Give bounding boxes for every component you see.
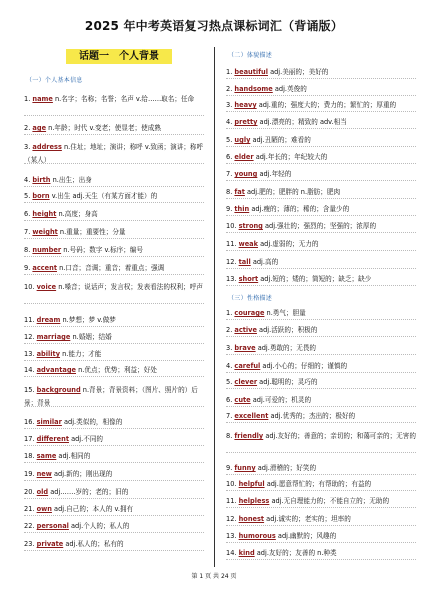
entry-word: personal [36, 522, 69, 530]
entry-word: active [234, 326, 257, 334]
entry-definition: adj.个人的；私人的 [68, 522, 130, 530]
entry-definition: n.背景；背景资料；（图片、照片的）后景；背景 [24, 386, 198, 407]
entry-number: 23. [24, 540, 35, 548]
entry-word: elder [234, 153, 254, 161]
entry-separator [226, 319, 416, 320]
vocab-entry [24, 435, 204, 443]
entry-number: 6. [24, 210, 31, 218]
entry-number: 1. [24, 95, 31, 103]
vocab-entry [226, 532, 416, 540]
entry-word: strong [238, 222, 263, 230]
entry-separator [24, 303, 204, 304]
vocab-entry [226, 188, 416, 196]
vocab-entry [24, 124, 204, 132]
entry-separator [24, 220, 204, 221]
entry-word: weak [238, 240, 259, 248]
entry-separator [24, 360, 204, 361]
entry-number: 5. [226, 136, 233, 144]
vocab-entry [226, 205, 416, 213]
entry-number: 14. [226, 549, 237, 557]
entry-separator [24, 163, 204, 164]
vocab-entry [226, 136, 416, 144]
entry-number: 8. [226, 188, 233, 196]
entry-word: new [36, 470, 52, 478]
entry-definition: adj.年长的；年纪较大的 [253, 153, 328, 161]
entry-number: 4. [24, 176, 31, 184]
vocab-entry [24, 246, 204, 254]
entry-word: clever [234, 378, 258, 386]
entry-separator [226, 422, 416, 423]
entry-number: 9. [226, 464, 233, 472]
entry-separator [24, 274, 204, 275]
entry-word: background [36, 386, 81, 394]
vocab-entry [226, 362, 416, 370]
entry-definition: n.出生；出身 [50, 176, 92, 184]
entry-separator [226, 78, 416, 79]
entry-number: 1. [226, 68, 233, 76]
entry-number: 20. [24, 488, 35, 496]
entry-definition: adj.强壮的；强烈的；坚强的；浓厚的 [262, 222, 377, 230]
vocab-entry [24, 366, 204, 374]
entry-separator [226, 452, 416, 453]
entry-separator [226, 406, 416, 407]
entry-separator [226, 268, 416, 269]
vocab-entry [24, 470, 204, 478]
entry-word: same [36, 452, 57, 460]
entry-separator [226, 111, 416, 112]
entry-word: born [32, 192, 50, 200]
entry-word: different [36, 435, 69, 443]
vocab-entry [226, 326, 416, 334]
entry-word: ugly [234, 136, 251, 144]
entry-number: 9. [226, 205, 233, 213]
section-heading: （二）体貌描述 [228, 52, 273, 59]
page-title: 2025 年中考英语复习热点课标词汇（背诵版） [84, 19, 344, 33]
entry-number: 7. [24, 228, 31, 236]
vocab-entry [226, 118, 416, 126]
entry-word: birth [32, 176, 51, 184]
vocab-entry [24, 93, 204, 106]
entry-definition: n.梦想；梦 v.做梦 [60, 316, 116, 324]
entry-definition: adj.年轻的 [257, 170, 292, 178]
entry-definition: adj.英俊的 [272, 85, 307, 93]
vocab-entry [226, 344, 416, 352]
column-divider [214, 47, 215, 567]
entry-word: height [32, 210, 57, 218]
entry-number: 5. [226, 378, 233, 386]
entry-separator [24, 134, 204, 135]
entry-definition: adj.重的；强度大的；费力的；繁忙的；厚重的 [256, 101, 397, 109]
entry-word: marriage [36, 333, 71, 341]
entry-number: 8. [24, 246, 31, 254]
entry-separator [226, 372, 416, 373]
vocab-entry [226, 309, 416, 317]
entry-word: accent [32, 264, 57, 272]
entry-separator [226, 507, 416, 508]
entry-separator [226, 146, 416, 147]
entry-word: private [36, 540, 64, 548]
entry-word: helpless [238, 497, 270, 505]
entry-word: friendly [234, 432, 264, 440]
entry-word: pretty [234, 118, 258, 126]
entry-definition: adj.美丽的；美好的 [267, 68, 329, 76]
vocab-entry [226, 258, 416, 266]
entry-number: 10. [226, 222, 237, 230]
entry-definition: n.能力；才能 [60, 350, 102, 358]
entry-definition: n.口音；音调；重音；着重点；强调 [57, 264, 165, 272]
entry-definition: adj.私人的；私有的 [63, 540, 124, 548]
entry-definition: adj.……岁的；老的；旧的 [48, 488, 129, 496]
entry-separator [226, 490, 416, 491]
entry-definition: adj.丑陋的；难看的 [250, 136, 311, 144]
entry-word: cute [234, 396, 251, 404]
entry-number: 5. [24, 192, 31, 200]
entry-number: 11. [226, 240, 237, 248]
vocab-entry [226, 378, 416, 386]
entry-separator [24, 532, 204, 533]
entry-word: beautiful [234, 68, 268, 76]
entry-number: 13. [226, 275, 237, 283]
entry-number: 18. [24, 452, 35, 460]
entry-word: handsome [234, 85, 273, 93]
entry-separator [226, 388, 416, 389]
entry-word: courage [234, 309, 265, 317]
entry-number: 3. [24, 143, 31, 151]
vocab-entry [226, 222, 416, 230]
section-heading: （一）个人基本信息 [26, 77, 83, 84]
entry-separator [226, 559, 416, 560]
vocab-entry [24, 505, 204, 513]
vocab-entry [226, 275, 416, 283]
entry-definition: n.号码；数字 v.标序；编号 [61, 246, 143, 254]
entry-number: 8. [226, 432, 233, 440]
entry-word: brave [234, 344, 256, 352]
entry-separator [226, 95, 416, 96]
entry-number: 17. [24, 435, 35, 443]
entry-separator [226, 163, 416, 164]
entry-definition: adj.幽默的；风趣的 [275, 532, 337, 540]
entry-number: 10. [226, 480, 237, 488]
entry-word: humorous [238, 532, 276, 540]
entry-number: 3. [226, 344, 233, 352]
vocab-entry [226, 464, 416, 472]
entry-number: 7. [226, 170, 233, 178]
entry-number: 3. [226, 101, 233, 109]
entry-definition: adj.不同的 [68, 435, 104, 443]
vocab-entry [226, 85, 416, 93]
entry-number: 1. [226, 309, 233, 317]
entry-definition: adj.瘦的；薄的；稀的；含量少的 [249, 205, 350, 213]
entry-definition: adj.优秀的；杰出的；极好的 [268, 412, 356, 420]
vocab-entry [24, 488, 204, 496]
entry-number: 11. [226, 497, 237, 505]
entry-separator [24, 480, 204, 481]
entry-separator [24, 445, 204, 446]
entry-definition: adj.勇敢的；无畏的 [255, 344, 317, 352]
vocab-entry [226, 240, 416, 248]
entry-number: 12. [24, 333, 35, 341]
entry-separator [24, 515, 204, 516]
entry-word: tall [238, 258, 251, 266]
entry-definition: adj.肥的；肥胖的 n.脂肪；肥肉 [244, 188, 341, 196]
entry-separator [24, 115, 204, 116]
entry-separator [24, 406, 204, 407]
vocab-entry [226, 412, 416, 420]
entry-definition: adj.自己的；本人的 v.拥有 [51, 505, 134, 513]
entry-definition: n.重量；重要性；分量 [57, 228, 126, 236]
entry-definition: adj.类似的，相像的 [61, 418, 123, 426]
entry-definition: adj.愿意帮忙的；有帮助的；有益的 [264, 480, 372, 488]
entry-number: 12. [226, 258, 237, 266]
vocab-entry [24, 192, 204, 200]
entry-word: number [32, 246, 62, 254]
entry-word: fat [234, 188, 245, 196]
vocab-entry [24, 228, 204, 236]
entry-word: young [234, 170, 258, 178]
vocab-entry [226, 68, 416, 76]
entry-word: ability [36, 350, 61, 358]
vocab-entry [24, 452, 204, 460]
entry-definition: v.出生 adj.天生（有某方面才能）的 [49, 192, 158, 200]
section-heading: （三）性格描述 [228, 295, 273, 302]
entry-definition: n.婚姻；结婚 [70, 333, 112, 341]
entry-definition: adj.短的；矮的；简短的；缺乏；缺少 [258, 275, 372, 283]
entry-number: 22. [24, 522, 35, 530]
entry-separator [226, 542, 416, 543]
entry-word: similar [36, 418, 62, 426]
entry-separator [226, 128, 416, 129]
entry-number: 16. [24, 418, 35, 426]
entry-definition: n.嗓音；说话声；发言权；发表看法的权利；呼声 [56, 283, 203, 291]
entry-separator [226, 215, 416, 216]
entry-separator [24, 238, 204, 239]
vocab-entry [24, 176, 204, 184]
entry-definition: adj.高的 [250, 258, 279, 266]
vocab-entry [24, 540, 204, 548]
entry-number: 2. [226, 85, 233, 93]
vocab-entry [226, 170, 416, 178]
entry-number: 7. [226, 412, 233, 420]
entry-word: excellent [234, 412, 269, 420]
entry-word: heavy [234, 101, 257, 109]
entry-definition: adj.虚弱的；无力的 [258, 240, 319, 248]
entry-number: 13. [24, 350, 35, 358]
entry-number: 19. [24, 470, 35, 478]
entry-definition: adj.漂亮的；精致的 adv.相当 [257, 118, 347, 126]
entry-definition: n.勇气；胆量 [264, 309, 306, 317]
page-footer: 第 1 页 共 24 页 [191, 573, 237, 580]
entry-word: thin [234, 205, 250, 213]
entry-definition: n.年龄；时代 v.变老；使显老；使成熟 [46, 124, 161, 132]
entry-separator [24, 550, 204, 551]
vocab-entry [24, 264, 204, 272]
entry-number: 4. [226, 118, 233, 126]
entry-word: careful [234, 362, 261, 370]
entry-number: 6. [226, 153, 233, 161]
entry-number: 12. [226, 515, 237, 523]
entry-definition: adj.滑稽的；好笑的 [255, 464, 317, 472]
entry-word: funny [234, 464, 256, 472]
entry-separator [226, 336, 416, 337]
vocab-entry [226, 430, 416, 443]
vocab-entry [226, 101, 416, 109]
entry-separator [24, 376, 204, 377]
entry-number: 15. [24, 386, 35, 394]
entry-definition: adj.新的；刚出现的 [51, 470, 113, 478]
entry-separator [24, 202, 204, 203]
entry-definition: adj.无自理能力的；不能自立的；无助的 [269, 497, 390, 505]
entry-separator [226, 232, 416, 233]
entry-separator [226, 285, 416, 286]
entry-definition: adj.相同的 [56, 452, 91, 460]
entry-separator [24, 343, 204, 344]
entry-number: 6. [226, 396, 233, 404]
entry-word: own [36, 505, 52, 513]
vocab-entry [226, 480, 416, 488]
entry-word: age [32, 124, 47, 132]
entry-word: voice [36, 283, 57, 291]
entry-number: 4. [226, 362, 233, 370]
vocab-entry [24, 418, 204, 426]
entry-separator [24, 326, 204, 327]
entry-definition: adj.诚实的；老实的；坦率的 [264, 515, 351, 523]
entry-definition: adj.聪明的；灵巧的 [257, 378, 318, 386]
entry-definition: adj.可爱的；机灵的 [250, 396, 312, 404]
entry-number: 9. [24, 264, 31, 272]
entry-word: name [32, 95, 53, 103]
entry-separator [226, 250, 416, 251]
entry-word: short [238, 275, 259, 283]
entry-separator [226, 474, 416, 475]
entry-word: old [36, 488, 49, 496]
entry-definition: n.优点；优势；利益；好处 [76, 366, 157, 374]
entry-number: 10. [24, 283, 35, 291]
entry-number: 13. [226, 532, 237, 540]
entry-separator [24, 256, 204, 257]
vocab-entry [226, 497, 416, 505]
entry-number: 21. [24, 505, 35, 513]
vocab-entry [24, 333, 204, 341]
vocab-entry [226, 549, 416, 557]
entry-word: helpful [238, 480, 265, 488]
entry-word: advantage [36, 366, 77, 374]
entry-definition: adj.友好的；友善的 n.种类 [254, 549, 337, 557]
topic-heading: 话题一 个人背景 [79, 51, 159, 62]
vocab-entry [24, 281, 204, 294]
entry-separator [24, 186, 204, 187]
vocab-entry [24, 210, 204, 218]
entry-word: weight [32, 228, 58, 236]
entry-word: honest [238, 515, 265, 523]
entry-word: dream [36, 316, 61, 324]
entry-separator [226, 354, 416, 355]
entry-definition: adj.小心的；仔细的；谨慎的 [260, 362, 348, 370]
entry-separator [24, 462, 204, 463]
entry-number: 14. [24, 366, 35, 374]
vocab-entry [226, 396, 416, 404]
entry-separator [24, 428, 204, 429]
entry-word: address [32, 143, 62, 151]
entry-definition: n.名字；名称；名誉；名声 v.给……取名；任命 [52, 95, 195, 103]
entry-number: 2. [226, 326, 233, 334]
entry-separator [226, 525, 416, 526]
vocab-entry [24, 316, 204, 324]
entry-word: kind [238, 549, 255, 557]
vocab-entry [24, 350, 204, 358]
entry-definition: n.住址；地址；演讲；称呼 v.致函；演讲；称呼（某人） [24, 143, 204, 164]
entry-definition: adj.友好的；善意的；亲切的；和蔼可亲的；无害的 [263, 432, 416, 440]
entry-separator [24, 498, 204, 499]
vocab-entry [24, 522, 204, 530]
entry-number: 2. [24, 124, 31, 132]
entry-definition: n.高度；身高 [56, 210, 98, 218]
vocab-entry [226, 515, 416, 523]
entry-separator [226, 180, 416, 181]
entry-separator [226, 198, 416, 199]
vocab-entry [226, 153, 416, 161]
entry-number: 11. [24, 316, 35, 324]
entry-definition: adj.活跃的；积极的 [256, 326, 318, 334]
